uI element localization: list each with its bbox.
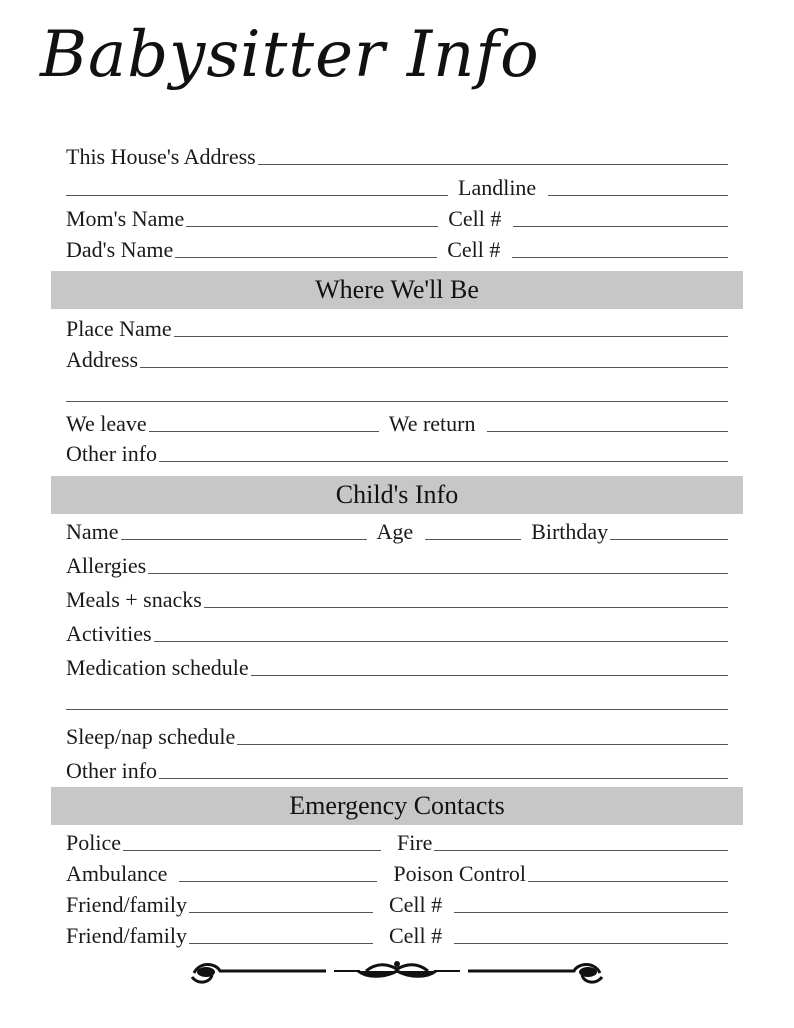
friend-family-row-2 [66,919,728,947]
address-second-row [66,171,728,199]
age-field[interactable] [425,539,521,540]
where-other-info-field[interactable] [159,461,728,462]
fire-label: Fire [397,830,433,855]
medication-row-2 [66,685,728,713]
ambulance-field[interactable] [179,881,377,882]
dad-cell-label: Cell # [447,237,501,262]
section-header-emergency: Emergency Contacts [51,787,743,825]
allergies-field[interactable] [148,573,728,574]
landline-label: Landline [458,175,537,200]
friend-family-row-1 [66,888,728,916]
poison-control-label: Poison Control [393,861,527,886]
poison-control-field[interactable] [528,881,728,882]
friend-cell-field-1[interactable] [454,912,728,913]
police-label: Police [66,830,121,855]
we-leave-field[interactable] [149,431,379,432]
we-return-field[interactable] [487,431,728,432]
section-header-child: Child's Info [51,476,743,514]
where-address-row-2 [66,377,728,405]
child-other-info-field[interactable] [159,778,728,779]
where-address-label: Address [66,347,139,372]
where-other-row [66,437,728,465]
sleep-row [66,720,728,748]
friend-family-label-2: Friend/family [66,923,187,948]
place-name-label: Place Name [66,316,172,341]
allergies-row [66,549,728,577]
moms-name-label: Mom's Name [66,206,185,231]
where-other-info-label: Other info [66,441,158,466]
birthday-field[interactable] [610,539,728,540]
fire-field[interactable] [434,850,728,851]
child-other-row [66,754,728,782]
friend-family-field-1[interactable] [189,912,373,913]
activities-row [66,617,728,645]
moms-name-field[interactable] [186,226,438,227]
age-label: Age [376,519,414,544]
medication-field[interactable] [251,675,728,676]
child-other-info-label: Other info [66,758,158,783]
dad-row [66,233,728,261]
ambulance-poison-row [66,857,728,885]
we-return-label: We return [388,411,476,436]
allergies-label: Allergies [66,553,147,578]
section-header-where: Where We'll Be [51,271,743,309]
page-title: Babysitter Info [40,18,540,92]
meals-label: Meals + snacks [66,587,202,612]
police-fire-row [66,826,728,854]
landline-field[interactable] [548,195,728,196]
leave-return-row [66,407,728,435]
dad-cell-field[interactable] [512,257,728,258]
friend-cell-label-1: Cell # [388,892,443,917]
mom-row [66,202,728,230]
police-field[interactable] [123,850,381,851]
house-address-field[interactable] [258,164,728,165]
where-address-field[interactable] [140,367,728,368]
friend-cell-label-2: Cell # [388,923,443,948]
medication-row [66,651,728,679]
friend-family-field-2[interactable] [189,943,373,944]
house-address-field-2[interactable] [66,195,448,196]
dads-name-field[interactable] [175,257,437,258]
sleep-field[interactable] [237,744,728,745]
child-name-row [66,515,728,543]
birthday-label: Birthday [531,519,609,544]
child-name-label: Name [66,519,119,544]
medication-label: Medication schedule [66,655,249,680]
friend-family-label-1: Friend/family [66,892,187,917]
medication-field-2[interactable] [66,709,728,710]
place-name-row [66,312,728,340]
mom-cell-label: Cell # [448,206,502,231]
meals-row [66,583,728,611]
child-name-field[interactable] [121,539,367,540]
mom-cell-field[interactable] [513,226,728,227]
we-leave-label: We leave [66,411,147,436]
place-name-field[interactable] [174,336,728,337]
house-address-row [66,140,728,168]
dads-name-label: Dad's Name [66,237,174,262]
house-address-label: This House's Address [66,144,256,169]
where-address-row [66,343,728,371]
friend-cell-field-2[interactable] [454,943,728,944]
sleep-label: Sleep/nap schedule [66,724,236,749]
meals-field[interactable] [204,607,728,608]
activities-label: Activities [66,621,152,646]
ambulance-label: Ambulance [66,861,168,886]
where-address-field-2[interactable] [66,401,728,402]
activities-field[interactable] [154,641,728,642]
flourish-divider-icon [186,955,608,989]
